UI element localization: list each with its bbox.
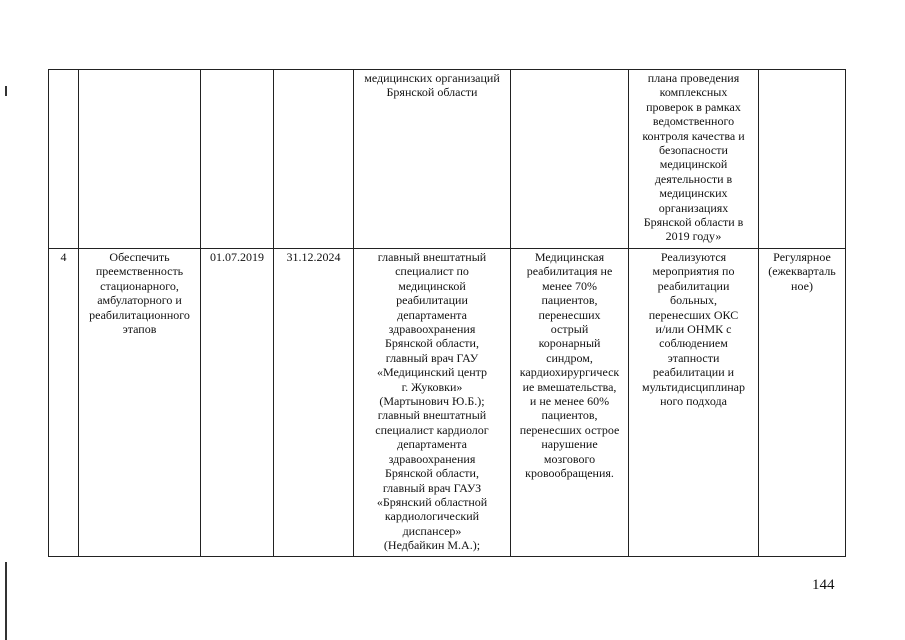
text-line: этапности [667,350,720,365]
text-line: реабилитации [396,293,468,308]
text-line: Брянской области, [385,336,479,351]
text-line: реабилитации и [652,365,735,380]
text-line: здравоохранения [388,322,476,337]
text-line: департамента [397,307,467,322]
text-line: стационарного, [100,278,179,293]
cell-start-empty [201,70,274,249]
cell-start-date: 01.07.2019 [201,249,274,557]
scan-edge-mark-bottom [5,562,7,640]
text-line: главный внештатный [377,250,487,264]
text-line: диспансер» [402,523,462,538]
text-line: Брянской области в [643,215,744,230]
text-line: 2019 году» [665,229,722,244]
cell-result-continued [629,70,759,249]
text-line: ное) [791,278,813,293]
text-line: менее 70% [542,278,597,293]
text-line: и не менее 60% [529,394,610,409]
text-line: острый [550,322,589,337]
text-line: (Недбайкин М.А.); [383,538,481,553]
text-line: комплексных [659,85,728,100]
text-line: г. Жуковки» [401,379,463,394]
text-line: преемственность [95,264,184,279]
text-line: медицинских организаций [364,71,500,85]
text-line: мозгового [543,451,596,466]
text-line: главный врач ГАУЗ [382,480,482,495]
text-line: перенесших ОКС [648,307,739,322]
cell-number: 4 [49,249,79,557]
text-line: «Медицинский центр [376,365,488,380]
cell-number-empty [49,70,79,249]
cell-task [79,249,201,557]
text-line: медицинской [659,157,728,172]
text-line: Брянской области, [385,466,479,481]
text-line: пациентов, [541,408,598,423]
text-line: безопасности [659,143,728,158]
cell-frequency [759,249,846,557]
text-line: Регулярное [773,250,831,264]
text-line: перенесших острое [519,422,620,437]
text-line: этапов [122,322,157,337]
text-line: плана проведения [647,71,740,85]
cell-end-empty [274,70,354,249]
text-line: перенесших [538,307,601,322]
cell-responsible-continued [354,70,511,249]
cell-end-date: 31.12.2024 [274,249,354,557]
text-line: кардиохирургическ [519,365,620,380]
text-line: (Мартынович Ю.Б.); [379,394,485,409]
text-line: кардиологический [384,509,480,524]
text-line: специалист кардиолог [375,422,489,437]
text-line: проверок в рамках [646,99,741,114]
text-line: специалист по [395,264,469,279]
text-line: «Брянский областной [376,494,488,509]
text-line: коронарный [538,336,601,351]
text-line: Брянской области [386,85,478,100]
text-line: соблюдением [659,336,728,351]
text-line: амбулаторного и [97,293,182,308]
cell-task-empty [79,70,201,249]
text-line: ного подхода [660,394,727,409]
text-line: реабилитационного [89,307,190,322]
text-line: мероприятия по [652,264,735,279]
text-line: мультидисциплинар [641,379,745,394]
plan-table [48,69,846,557]
text-line: Обеспечить [109,250,170,264]
cell-indicator [511,249,629,557]
text-line: больных, [670,293,717,308]
table-row-continuation [49,70,846,249]
page-number: 144 [812,577,835,593]
text-line: Медицинская [534,250,605,264]
text-line: главный внештатный [377,408,487,423]
text-line: ие вмешательства, [522,379,617,394]
text-line: организациях [658,200,729,215]
text-line: (ежекварталь [768,264,836,279]
text-line: нарушение [541,437,598,452]
text-line: кровообращения. [525,466,614,481]
text-line: здравоохранения [388,451,476,466]
text-line: синдром, [546,350,593,365]
text-line: контроля качества и [642,128,745,143]
text-line: медицинской [398,278,466,293]
cell-responsible [354,249,511,557]
scan-edge-mark-top [5,86,7,96]
text-line: департамента [397,437,467,452]
cell-result [629,249,759,557]
text-line: медицинских [659,186,728,201]
text-line: реабилитации [657,278,730,293]
cell-indicator-empty [511,70,629,249]
text-line: Реализуются [660,250,727,264]
text-line: и/или ОНМК с [655,322,732,337]
cell-frequency-empty [759,70,846,249]
text-line: пациентов, [541,293,598,308]
text-line: реабилитация не [526,264,613,279]
text-line: деятельности в [654,171,733,186]
table-row-item-4 [49,249,846,557]
text-line: ведомственного [652,114,735,129]
text-line: главный врач ГАУ [385,350,479,365]
